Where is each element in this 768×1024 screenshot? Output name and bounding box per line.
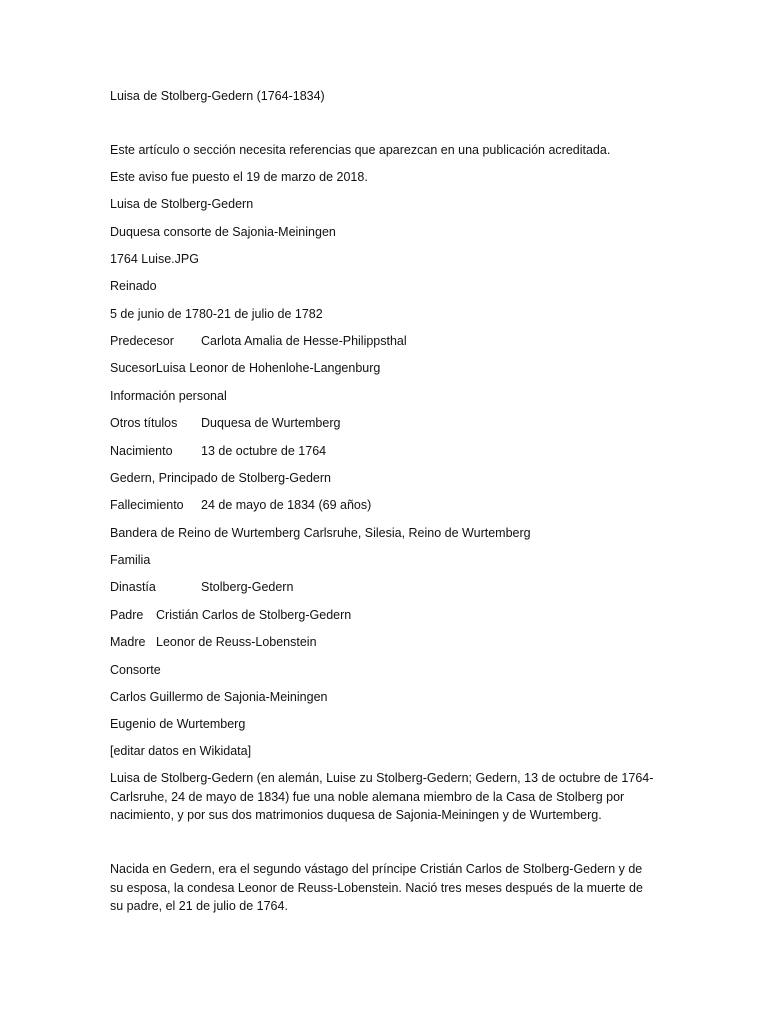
father-value: Cristián Carlos de Stolberg-Gedern	[156, 608, 352, 622]
reign-label: Reinado	[110, 279, 157, 293]
wikidata-edit-link[interactable]: [editar datos en Wikidata]	[110, 744, 252, 758]
dynasty-row	[110, 579, 293, 595]
other-titles-label: Otros títulos	[110, 416, 178, 430]
predecessor-value: Carlota Amalia de Hesse-Philippsthal	[201, 334, 407, 348]
mother-row	[110, 634, 317, 650]
document-title: Luisa de Stolberg-Gedern (1764-1834)	[110, 89, 325, 103]
birth-place: Gedern, Principado de Stolberg-Gedern	[110, 471, 331, 485]
other-titles-row	[110, 415, 340, 431]
mother-value: Leonor de Reuss-Lobenstein	[156, 635, 317, 649]
birth-row	[110, 443, 326, 459]
dynasty-value: Stolberg-Gedern	[201, 580, 294, 594]
death-row	[110, 497, 371, 513]
spouse-1: Carlos Guillermo de Sajonia-Meiningen	[110, 690, 328, 704]
infobox-image-caption: 1764 Luise.JPG	[110, 252, 199, 266]
birth-value: 13 de octubre de 1764	[201, 444, 327, 458]
predecessor-row	[110, 333, 407, 349]
body-paragraph: Nacida en Gedern, era el segundo vástago del príncipe Cristián Carlos de Stolberg-Gedern y de su esposa, la condesa Leonor de Reuss-Lobenstein. Nació tres meses después de la muerte de su padre, el 21 de julio de 1764.	[110, 862, 643, 913]
notice-date: Este aviso fue puesto el 19 de marzo de 2018.	[110, 170, 368, 184]
other-titles-value: Duquesa de Wurtemberg	[201, 416, 341, 430]
father-label: Padre	[110, 608, 144, 622]
family-heading: Familia	[110, 553, 151, 567]
infobox-role: Duquesa consorte de Sajonia-Meiningen	[110, 225, 336, 239]
successor-label: Sucesor	[110, 361, 156, 375]
birth-label: Nacimiento	[110, 444, 173, 458]
successor-value: Luisa Leonor de Hohenlohe-Langenburg	[155, 361, 381, 375]
father-row	[110, 607, 351, 623]
spouse-2: Eugenio de Wurtemberg	[110, 717, 246, 731]
spouse-label: Consorte	[110, 663, 161, 677]
reign-value: 5 de junio de 1780-21 de julio de 1782	[110, 307, 323, 321]
mother-label: Madre	[110, 635, 146, 649]
dynasty-label: Dinastía	[110, 580, 156, 594]
death-place: Bandera de Reino de Wurtemberg Carlsruhe, Silesia, Reino de Wurtemberg	[110, 526, 531, 540]
death-label: Fallecimiento	[110, 498, 184, 512]
predecessor-label: Predecesor	[110, 334, 174, 348]
infobox-name: Luisa de Stolberg-Gedern	[110, 197, 254, 211]
successor-row	[110, 360, 380, 376]
body-paragraph: Luisa de Stolberg-Gedern (en alemán, Luise zu Stolberg-Gedern; Gedern, 13 de octubre de 1764-Carlsruhe, 24 de mayo de 1834) fue una noble alemana miembro de la Casa de Stolberg por nacimiento, y por sus dos matrimonios duquesa de Sajonia-Meiningen y de Wurtemberg.	[110, 771, 654, 822]
personal-info-heading: Información personal	[110, 389, 227, 403]
death-value: 24 de mayo de 1834 (69 años)	[201, 498, 372, 512]
reference-notice: Este artículo o sección necesita referencias que aparezcan en una publicación acreditada.	[110, 143, 611, 157]
